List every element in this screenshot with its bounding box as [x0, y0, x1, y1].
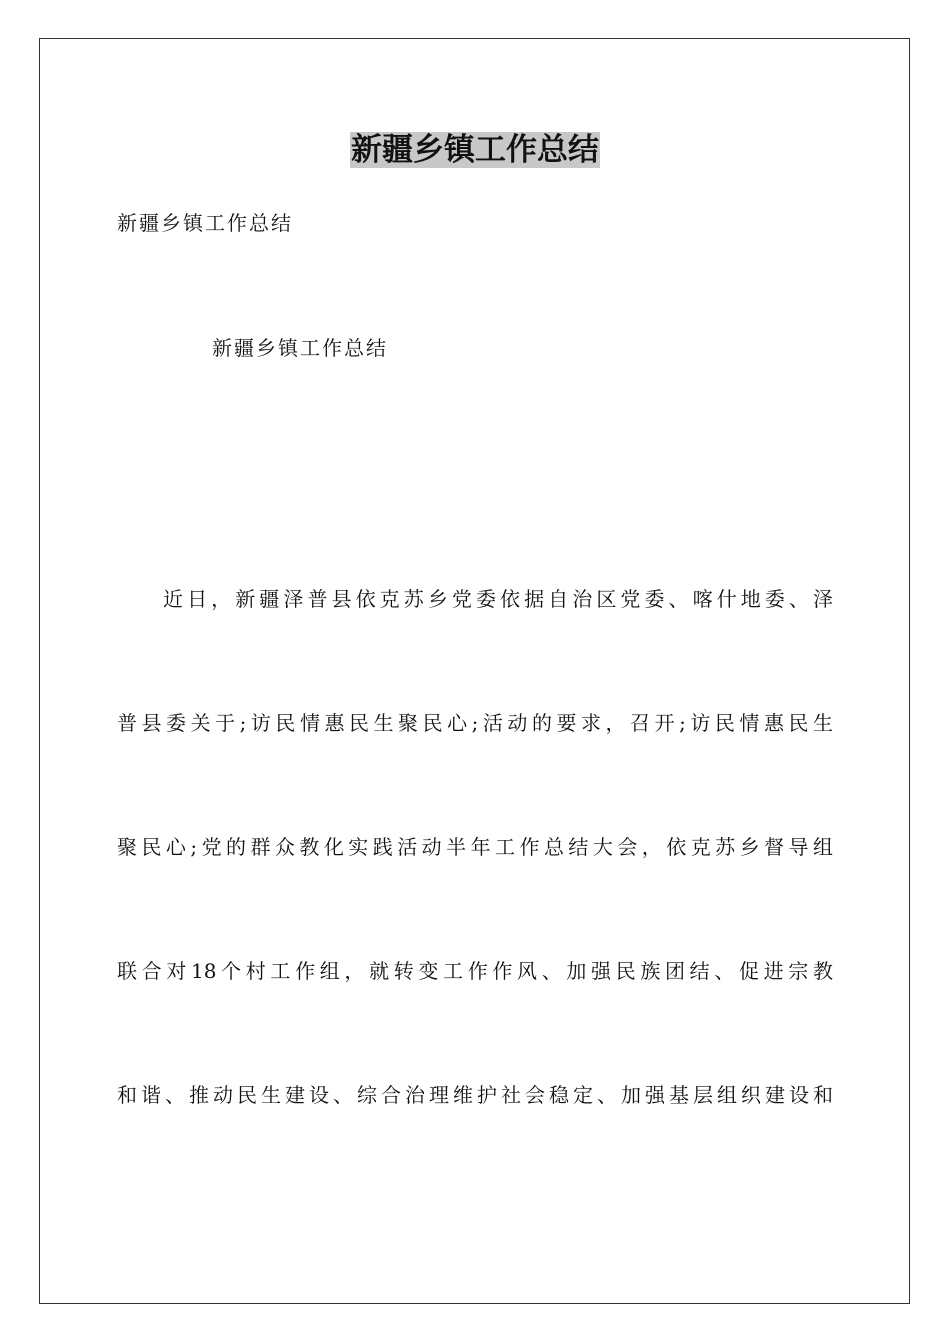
document-title-text: 新疆乡镇工作总结: [351, 132, 599, 168]
body-line: 近日，新疆泽普县依克苏乡党委依据自治区党委、喀什地委、泽: [163, 587, 833, 611]
body-line: 聚民心;党的群众教化实践活动半年工作总结大会，依克苏乡督导组: [117, 835, 833, 859]
body-line: 普县委关于;访民情惠民生聚民心;活动的要求，召开;访民情惠民生: [117, 711, 833, 735]
document-title: [0, 128, 950, 172]
body-line: 联合对18个村工作组，就转变工作作风、加强民族团结、促进宗教: [117, 959, 833, 983]
body-line: 和谐、推动民生建设、综合治理维护社会稳定、加强基层组织建设和: [117, 1083, 833, 1107]
section-heading: 新疆乡镇工作总结: [212, 336, 388, 360]
document-subtitle: 新疆乡镇工作总结: [117, 211, 293, 235]
